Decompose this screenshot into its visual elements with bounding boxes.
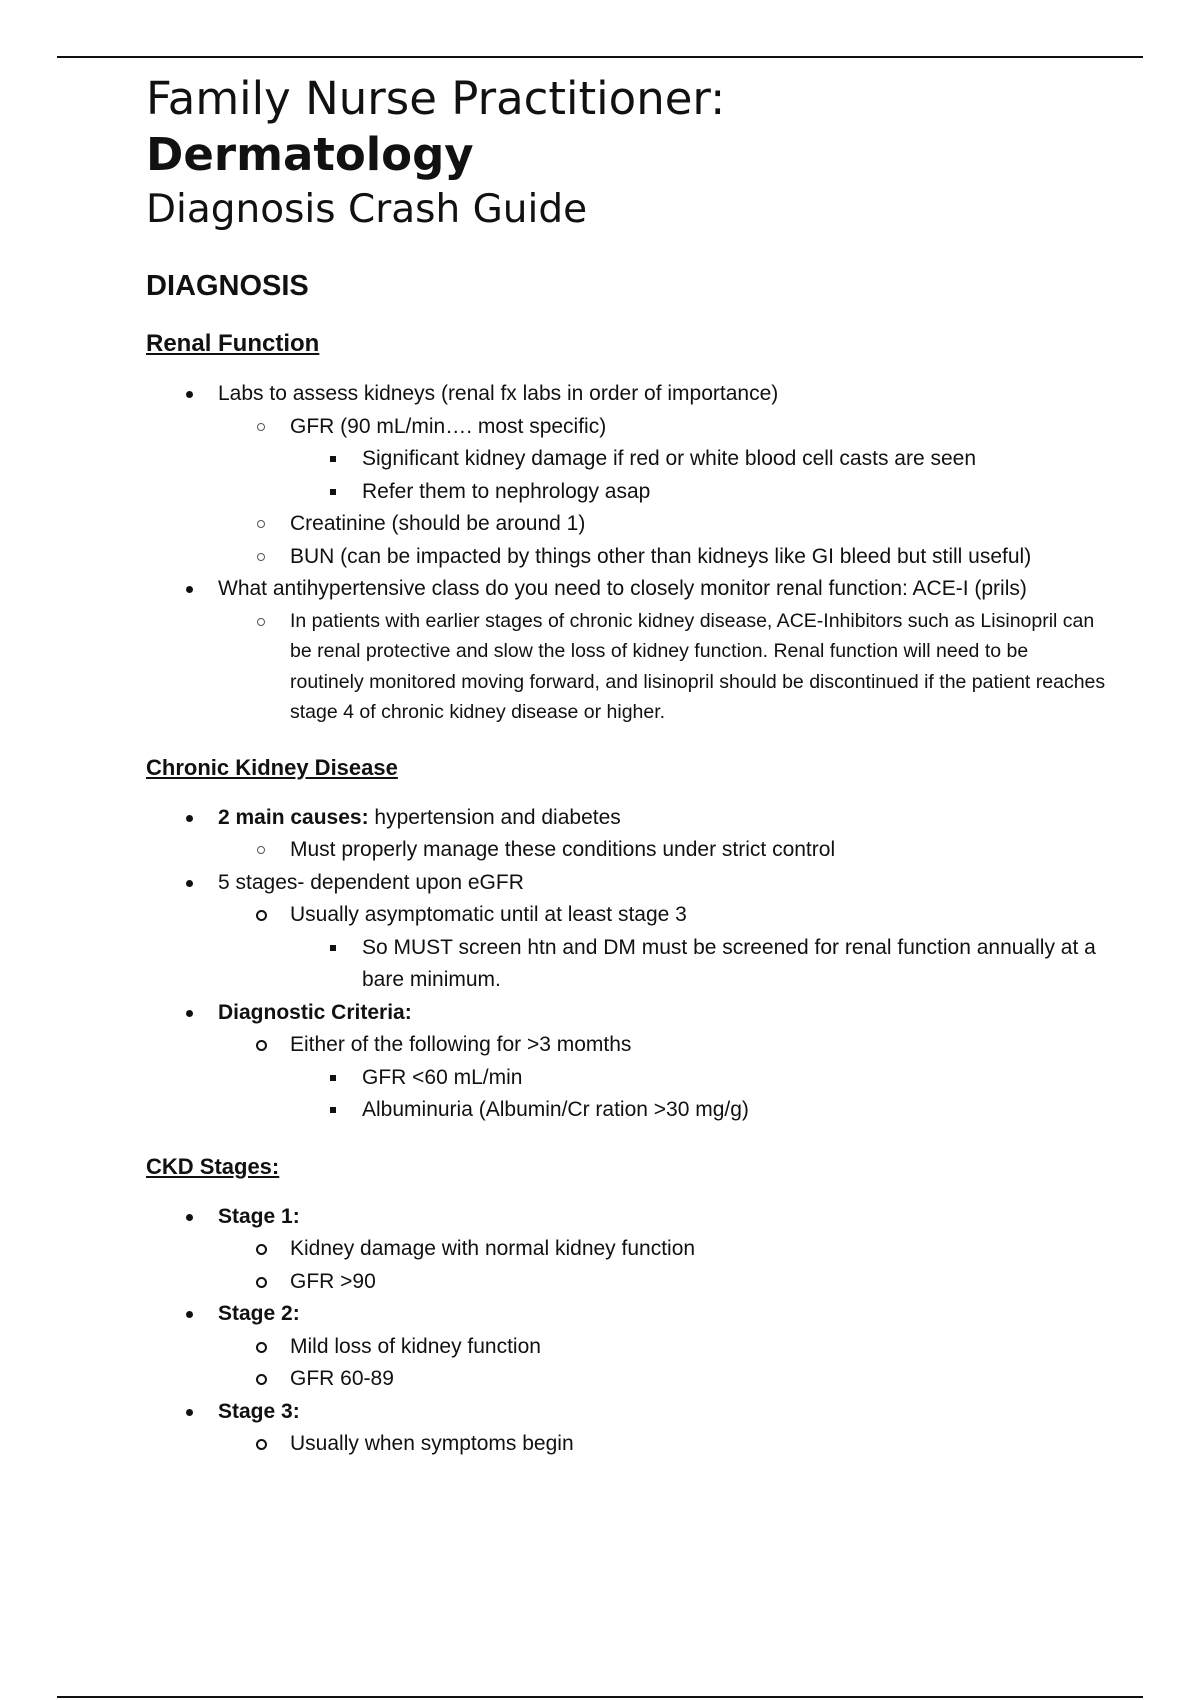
list-item: GFR >90 [290, 1269, 376, 1293]
ckd-stages-list [146, 1201, 1106, 1461]
list-item: Either of the following for >3 momths [290, 1033, 632, 1056]
list-item: Refer them to nephrology asap [362, 479, 651, 503]
renal-function-list [146, 378, 1106, 728]
list-item: Mild loss of kidney function [290, 1334, 541, 1358]
list-item: GFR 60-89 [290, 1367, 394, 1390]
top-rule [57, 56, 1143, 58]
doc-title-line-1: Family Nurse Practitioner: [146, 72, 726, 125]
list-item: 2 main causes: hypertension and diabetes [218, 805, 621, 829]
list-item: BUN (can be impacted by things other than kidneys like GI bleed but still useful) [290, 544, 1032, 568]
list-item: GFR (90 mL/min…. most specific) [290, 414, 607, 438]
list-item: Labs to assess kidneys (renal fx labs in order of importance) [218, 382, 779, 405]
ckd-list [146, 802, 1106, 1127]
list-item: GFR <60 mL/min [362, 1065, 523, 1089]
list-item: Usually when symptoms begin [290, 1432, 574, 1455]
list-item: Albuminuria (Albumin/Cr ration >30 mg/g) [362, 1098, 749, 1121]
list-item: What antihypertensive class do you need to closely monitor renal function: ACE-I (prils) [218, 577, 1027, 600]
list-item: Must properly manage these conditions under strict control [290, 838, 836, 861]
document-page [146, 70, 1106, 1461]
list-item: Stage 1: [218, 1204, 300, 1228]
doc-subtitle: Diagnosis Crash Guide [146, 187, 588, 232]
renal-function-heading: Renal Function [146, 330, 320, 357]
doc-title-line-2: Dermatology [146, 128, 474, 181]
list-item: Creatinine (should be around 1) [290, 512, 586, 535]
list-item: Usually asymptomatic until at least stage 3 [290, 903, 687, 926]
list-item: Significant kidney damage if red or white blood cell casts are seen [362, 447, 977, 470]
list-item: Stage 3: [218, 1399, 300, 1423]
list-item: Stage 2: [218, 1302, 300, 1325]
diagnosis-heading: DIAGNOSIS [146, 270, 309, 302]
ckd-heading: Chronic Kidney Disease [146, 754, 398, 780]
ckd-stages-heading: CKD Stages: [146, 1153, 280, 1179]
list-item: 5 stages- dependent upon eGFR [218, 870, 524, 894]
list-item: In patients with earlier stages of chronic kidney disease, ACE-Inhibitors such as Lisinopril can be renal protective and slow the loss of kidney function. Renal function will need to be routinely monitored moving forward, and lisinopril should be discontinued if the patient reaches stage 4 of chronic kidney disease or higher. [290, 609, 1106, 723]
list-item: So MUST screen htn and DM must be screened for renal function annually at a bare minimum. [362, 935, 1096, 991]
bottom-rule [57, 1696, 1143, 1698]
list-item: Kidney damage with normal kidney function [290, 1237, 696, 1260]
list-item: Diagnostic Criteria: [218, 1000, 412, 1024]
